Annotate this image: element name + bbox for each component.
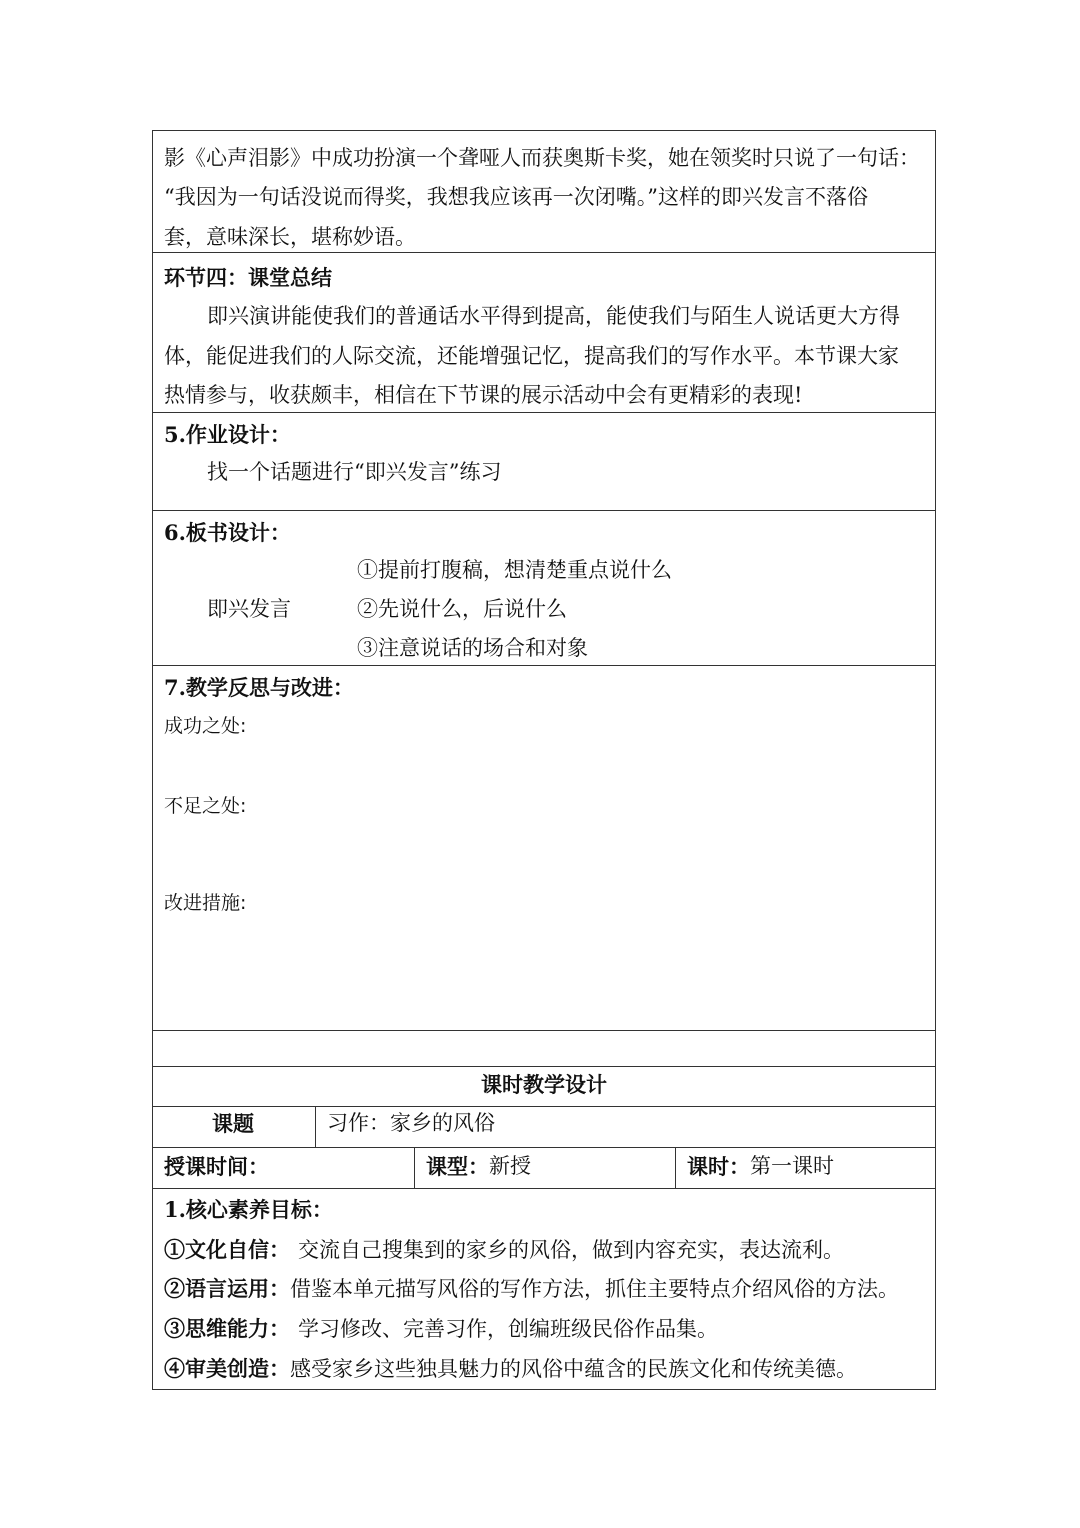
goal-item: [164, 1318, 718, 1340]
topic-label: 课题: [212, 1111, 254, 1136]
homework-content: 找一个话题进行“即兴发言”练习: [207, 460, 502, 484]
continued-section: [152, 130, 936, 253]
board-point: ①提前打腹稿，想清楚重点说什么: [357, 558, 672, 582]
board-topic: 即兴发言: [207, 597, 291, 621]
goal-item: [164, 1278, 899, 1300]
step4-section: [152, 253, 936, 413]
reflection-success-label: 成功之处:: [164, 715, 247, 737]
cell-divider: [414, 1148, 415, 1188]
topic-row: [152, 1107, 936, 1148]
goal-text: 感受家乡这些独具魅力的风俗中蕴含的民族文化和传统美德。: [290, 1357, 857, 1381]
section-title: 5.作业设计：: [164, 422, 291, 447]
core-goals-section: [152, 1189, 936, 1390]
goal-text: 交流自己搜集到的家乡的风俗，做到内容充实，表达流利。: [298, 1238, 844, 1262]
period-label: 课时：: [687, 1154, 750, 1179]
text-line: 影《心声泪影》中成功扮演一个聋哑人而获奥斯卡奖，她在领奖时只说了一句话：: [164, 146, 920, 170]
homework-section: [152, 413, 936, 511]
board-point: ②先说什么，后说什么: [357, 597, 567, 621]
period-value: 第一课时: [750, 1154, 834, 1178]
section-title: 环节四：课堂总结: [164, 265, 332, 290]
goal-label: ④审美创造：: [164, 1356, 290, 1381]
board-point: ③注意说话的场合和对象: [357, 636, 588, 660]
goal-label: ②语言运用：: [164, 1276, 290, 1301]
section-title: 7.教学反思与改进：: [164, 675, 354, 700]
section-title: 6.板书设计：: [164, 520, 291, 545]
text-line: 体，能促进我们的人际交流，还能增强记忆，提高我们的写作水平。本节课大家: [164, 344, 899, 368]
goal-label: ③思维能力：: [164, 1316, 290, 1341]
time-label: 授课时间：: [164, 1154, 269, 1179]
type-value: 新授: [489, 1154, 531, 1178]
lesson-plan-page: [152, 130, 936, 1390]
goal-item: [164, 1358, 857, 1380]
type-label: 课型：: [426, 1154, 489, 1179]
topic-value: 习作：家乡的风俗: [327, 1111, 495, 1135]
text-line: 套，意味深长，堪称妙语。: [164, 225, 416, 249]
cell-divider: [675, 1148, 676, 1188]
text-line: “我因为一句话没说而得奖，我想我应该再一次闭嘴。”这样的即兴发言不落俗: [164, 185, 868, 209]
reflection-improvement-label: 改进措施:: [164, 892, 247, 914]
lesson-header-row: [152, 1067, 936, 1107]
text-line: 热情参与，收获颇丰，相信在下节课的展示活动中会有更精彩的表现!: [164, 383, 803, 407]
reflection-section: [152, 666, 936, 1031]
reflection-shortcoming-label: 不足之处:: [164, 795, 247, 817]
goal-text: 借鉴本单元描写风俗的写作方法，抓住主要特点介绍风俗的方法。: [290, 1277, 899, 1301]
empty-row: [152, 1031, 936, 1067]
section-title: 1.核心素养目标：: [164, 1197, 333, 1222]
lesson-info-row: [152, 1148, 936, 1189]
goal-text: 学习修改、完善习作，创编班级民俗作品集。: [298, 1317, 718, 1341]
goal-label: ①文化自信：: [164, 1237, 290, 1262]
text-line: 即兴演讲能使我们的普通话水平得到提高，能使我们与陌生人说话更大方得: [207, 304, 900, 328]
board-design-section: [152, 511, 936, 666]
cell-divider: [315, 1107, 316, 1147]
lesson-header: 课时教学设计: [481, 1072, 607, 1097]
goal-item: [164, 1239, 844, 1261]
